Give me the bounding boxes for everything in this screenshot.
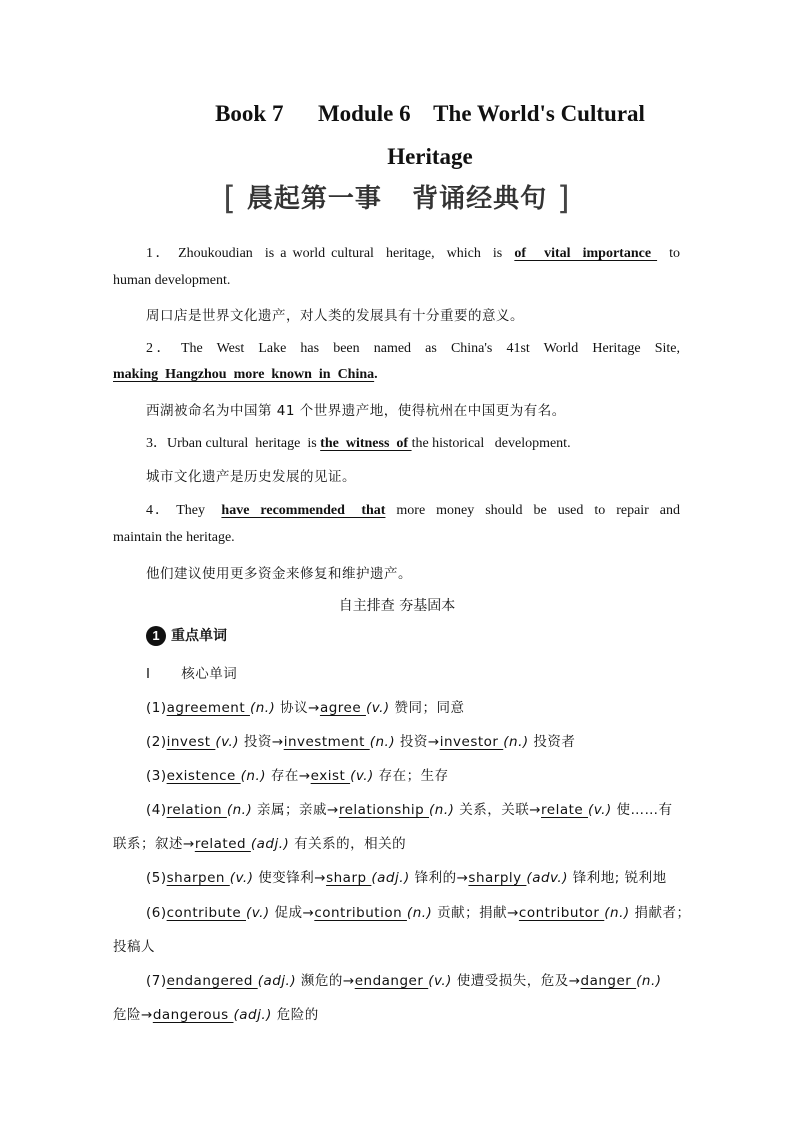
banner-text: 晨起第一事 背诵经典句 [246,184,548,214]
sentence-text: to [663,246,681,261]
roman-numeral: Ⅰ [146,666,151,681]
subpart-heading [146,662,680,682]
subpart-label: 核心单词 [181,666,238,682]
bracket-open: [ [223,179,237,217]
page-title [190,92,670,178]
sentence-text: more money should be used to repair and [390,503,681,518]
vocab-entry-4: (4)relation (n.) 亲属；亲戚→relationship (n.) 关系，关联→relate (v.) 使……有 [146,802,673,818]
part-heading [146,625,227,646]
section-heading-banner [0,178,794,217]
vocab-entry-7-continued: 危险→dangerous (adj.) 危险的 [113,1007,319,1023]
title-line-1: Book 7 Module 6 The World's Cultural [215,101,645,126]
sentence-2-continued [113,367,680,383]
sentence-number: 1． [146,246,173,261]
sentence-text: The West Lake has been named as China's 41st World Heritage Site, [180,341,681,356]
sentence-2 [146,337,680,357]
sentence-1-translation: 周口店是世界文化遗产，对人类的发展具有十分重要的意义。 [146,308,524,324]
sentence-text: Zhoukoudian is a world cultural heritage, which is [178,246,509,261]
sentence-4-continued: maintain the heritage. [113,530,235,545]
sentence-number: 3． [146,436,167,451]
vocab-entry-6: (6)contribute (v.) 促成→contribution (n.) 贡献；捐献→contributor (n.) 捐献者； [146,905,691,921]
sentence-number: 4． [146,503,171,518]
key-phrase: have recommended that [221,503,386,518]
sentence-2-translation: 西湖被命名为中国第 41 个世界遗产地，使得杭州在中国更为有名。 [146,403,566,419]
vocab-entry-6-continued: 投稿人 [113,939,155,955]
vocab-entry-4-continued: 联系；叙述→related (adj.) 有关系的，相关的 [113,836,407,852]
key-phrase: of vital importance [514,246,658,261]
key-phrase: the witness of [320,436,412,451]
sentence-1-continued: human development. [113,273,231,288]
sentence-number: 2． [146,341,175,356]
bracket-close: ] [557,179,571,217]
sentence-1 [146,242,680,262]
sentence-text: They [176,503,216,518]
vocab-entry-5: (5)sharpen (v.) 使变锋利→sharp (adj.) 锋利的→sharply (adv.) 锋利地; 锐利地 [146,870,667,886]
vocab-entry-3: (3)existence (n.) 存在→exist (v.) 存在；生存 [146,768,449,784]
sentence-text: . [374,367,378,382]
vocab-entry-1: (1)agreement (n.) 协议→agree (v.) 赞同；同意 [146,700,465,716]
sentence-text: the historical development. [411,436,571,451]
vocab-entry-7: (7)endangered (adj.) 濒危的→endanger (v.) 使遭受损失，危及→danger (n.) [146,973,662,989]
sentence-3-translation: 城市文化遗产是历史发展的见证。 [146,469,356,485]
number-badge-icon: 1 [146,626,166,646]
vocab-entry-2: (2)invest (v.) 投资→investment (n.) 投资→investor (n.) 投资者 [146,734,576,750]
key-phrase: making Hangzhou more known in China [113,367,375,382]
sentence-3 [146,432,680,452]
title-line-2: Heritage [387,144,473,169]
part-label: 重点单词 [171,628,227,644]
sentence-4-translation: 他们建议使用更多资金来修复和维护遗产。 [146,566,412,582]
section-title: 自主排查 夯基固本 [338,598,456,614]
sentence-4 [146,499,680,519]
sentence-text: Urban cultural heritage is [167,436,321,451]
